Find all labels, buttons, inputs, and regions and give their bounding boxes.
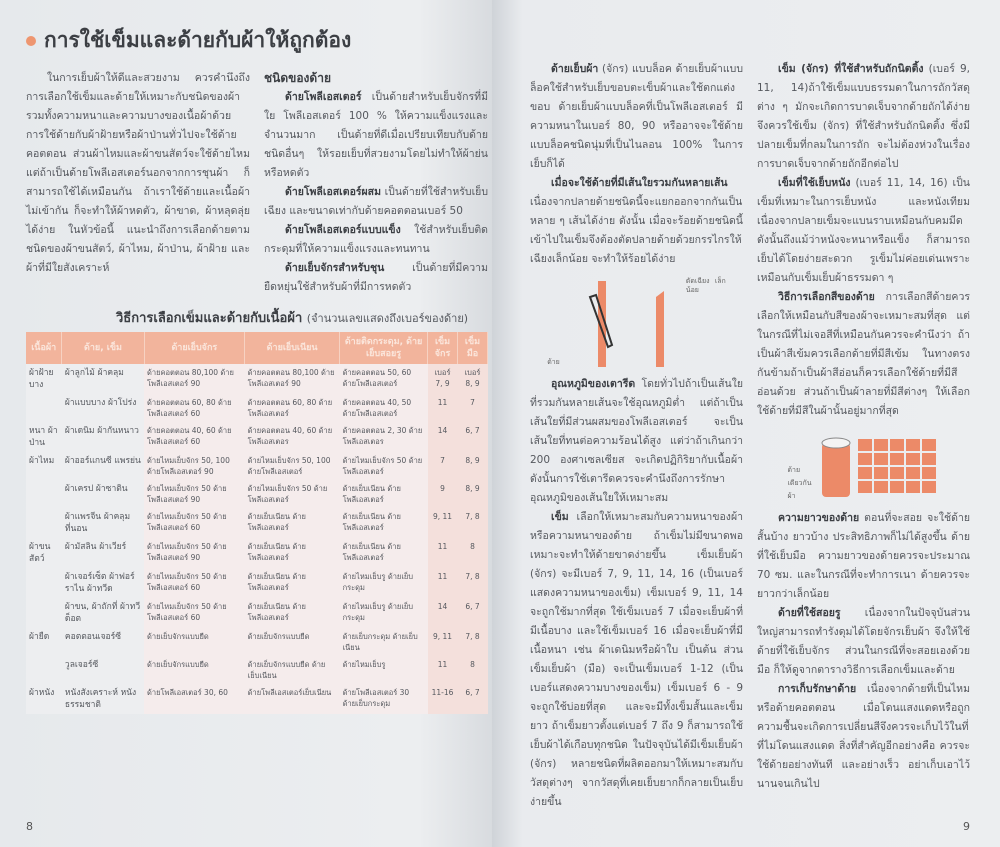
table-header-cell: เข็มมือ	[458, 332, 488, 364]
fig1-label-thread: ด้าย	[547, 358, 560, 366]
table-cell-mneedle: 14	[428, 422, 458, 452]
paragraph-text: (เบอร์ 9, 11, 14)ถ้าใช้เข็มแบบธรรมดาในการถักวัสดุต่าง ๆ มักจะเกิดการบาดเจ็บจากด้ายถักได้ง่าย จึงควรใช้เข็ม (จักร) ที่ใช้สำหรับถักนิตติ้ง ซึ่งมีปลายเข็มที่กลมในการถัก จะไม่ต้องห่วงในเรื่องการบาดเจ็บจากด้ายถักอีกต่อไป	[757, 63, 970, 170]
paragraph-heading: ด้ายเย็บผ้า	[551, 63, 599, 75]
table-cell-machine: ด้ายเย็บจักรแบบยืด	[144, 628, 245, 656]
table-cell-button: ด้ายคอตตอน 2, 30 ด้ายโพลีเอสเตอร	[340, 422, 428, 452]
table-cell-group	[26, 656, 62, 684]
paragraph	[757, 174, 970, 288]
fabric-check	[890, 439, 904, 451]
thread-types-column	[264, 69, 488, 297]
page-number: 8	[26, 820, 33, 833]
table-cell-fabric: ผ้าแบบบาง ผ้าโปร่ง	[62, 394, 144, 422]
table-cell-group	[26, 568, 62, 598]
table-cell-button: ด้ายไหมเย็บรู ด้ายเย็บกระดุม	[340, 598, 428, 628]
paragraph-text: เป็นด้ายสำหรับเย็บจักรที่มีใย โพลีเอสเตอร์ 100 % ให้ความแข็งแรงและจำนวนมาก เป็นด้ายที่ดีเมื่อเปรียบเทียบกับด้ายชนิดอื่นๆ ให้รอยเย็บที่สวยงามโดยไม่ทำให้ผ้าย่นหรือหดตัว	[264, 91, 488, 179]
table-cell-machine: ด้ายเย็บจักรแบบยืด	[144, 656, 245, 684]
table-cell-machine: ด้ายคอตตอน 60, 80 ด้ายโพลีเอสเตอร์ 60	[144, 394, 245, 422]
fabric-check	[922, 481, 936, 493]
right-column-2	[757, 60, 970, 794]
table-cell-button: ด้ายไหมเย็บจักร 50 ด้ายโพลีเอสเตอร์	[340, 452, 428, 480]
paragraph	[530, 375, 743, 508]
table-row	[26, 394, 488, 422]
paragraph-text: เป็นด้ายที่ใช้สำหรับเย็บเฉียง และขนาดเท่ากับด้ายคอตตอนเบอร์ 50	[264, 186, 488, 217]
table-cell-basting: ด้ายเย็บจักรแบบยืด	[245, 628, 340, 656]
paragraph-heading: วิธีการเลือกสีของด้าย	[778, 291, 875, 303]
table-cell-hneedle: 7	[458, 394, 488, 422]
table-header-row	[26, 332, 488, 364]
bullet-dot-icon	[26, 36, 36, 46]
paragraph	[757, 604, 970, 680]
fabric-check	[858, 481, 872, 493]
paragraph-heading: ด้ายโพลีเอสเตอร์ผสม	[285, 186, 382, 198]
fabric-check	[906, 453, 920, 465]
table-title	[116, 307, 488, 328]
table-row	[26, 538, 488, 568]
paragraph-heading: ด้ายที่ใช้สอยรู	[778, 607, 841, 619]
paragraph	[530, 508, 743, 812]
table-cell-machine: ด้ายไหมเย็บจักร 50 ด้ายโพลีเอสเตอร์ 60	[144, 598, 245, 628]
right-column-2-top	[757, 60, 970, 421]
fabric-swatch	[858, 439, 936, 493]
right-column-1-bottom	[530, 375, 743, 812]
paragraph	[757, 288, 970, 421]
table-cell-machine: ด้ายไหมเย็บจักร 50 ด้ายโพลีเอสเตอร์ 90	[144, 538, 245, 568]
table-cell-basting: ด้ายคอตตอน 40, 60 ด้ายโพลีเอสเตอร	[245, 422, 340, 452]
table-cell-basting: ด้ายไหมเย็บจักร 50, 100 ด้ายโพลีเอสเตอร์	[245, 452, 340, 480]
paragraph-heading: ด้ายเย็บจักรสำหรับชุน	[285, 262, 385, 274]
table-cell-hneedle: 6, 7	[458, 598, 488, 628]
table-cell-group	[26, 394, 62, 422]
paragraph-text: ตอนที่จะสอย จะใช้ด้ายสั้นบ้าง ยาวบ้าง ประสิทธิภาพก็ไม่ได้สูงขึ้น ด้ายที่ใช้เย็บมือ ความยาวของด้ายควรจะประมาณ 70 ซม. และในกรณีที่จะทำการเนา ด้ายควรจะยาวกว่าเล็กน้อย	[757, 512, 970, 600]
table-cell-mneedle: เบอร์ 7, 9	[428, 364, 458, 394]
fig2-labels	[788, 466, 812, 501]
right-column-1	[530, 60, 743, 812]
paragraph-heading: ความยาวของด้าย	[778, 512, 860, 524]
paragraph	[264, 259, 488, 297]
fig1-labels-right	[686, 277, 726, 295]
spool-top	[822, 438, 850, 448]
table-row	[26, 656, 488, 684]
table-cell-group	[26, 598, 62, 628]
table-cell-fabric: ผ้าออร์แกนซี แพรย่น	[62, 452, 144, 480]
paragraph-text: เนื่องจากด้ายที่เป็นไหม หรือด้ายคอตตอน เมื่อโดนแสงแดดหรือถูกความชื้นจะเกิดการเปลี่ยนสีจึงควรจะเก็บไว้ในที่ที่ไม่โดนแสงแดด สิ่งที่สำคัญอีกอย่างคือ ควรจะใช้ด้ายอย่างทันที และอย่างเร็ว อย่าเก็บเอาไว้นานจนเกินไป	[757, 683, 970, 790]
table-header-cell: เนื้อผ้า	[26, 332, 62, 364]
table-cell-basting: ด้ายเย็บเนียน ด้ายโพลีเอสเตอร์	[245, 538, 340, 568]
paragraph-heading: เข็ม (จักร) ที่ใช้สำหรับถักนิตติ้ง	[778, 63, 924, 75]
fabric-check	[922, 453, 936, 465]
table-row	[26, 480, 488, 508]
thread-fabric-figure	[757, 429, 970, 501]
table-cell-hneedle: 6, 7	[458, 684, 488, 714]
paragraph-heading: เข็มที่ใช้เย็บหนัง	[778, 177, 851, 189]
intro-column	[26, 69, 250, 278]
table-cell-fabric: ผ้าเจอร์เซ็ต ผ้าฟอร์ราไน ผ้าทวีด	[62, 568, 144, 598]
table-header-cell: ด้าย, เข็ม	[62, 332, 144, 364]
table-cell-hneedle: 7, 8	[458, 628, 488, 656]
table-cell-group: หนา ผ้าป่าน	[26, 422, 62, 452]
table-cell-fabric: ผ้าลูกไม้ ผ้าคลุม	[62, 364, 144, 394]
thread-fabric-illustration	[820, 429, 940, 501]
table-cell-button: ด้ายโพลีเอสเตอร์ 30 ด้ายเย็บกระดุม	[340, 684, 428, 714]
paragraph-text: (จักร) แบบล็อค ด้ายเย็บผ้าแบบล็อคใช้สำหรับเย็บขอบตะเข็บผ้าและใช้ตกแต่งขอบ ด้ายเย็บผ้าแบบล็อคที่เป็นโพลีเอสเตอร์ มีความหนาในเบอร์ 80, 90 หรืออาจจะใช้ด้ายแบบล็อคชนิดนุ่มที่เป็นไนลอน 100% ในการเย็บก็ได้	[530, 63, 743, 170]
table-cell-group	[26, 508, 62, 538]
table-cell-basting: ด้ายเย็บเนียน ด้ายโพลีเอสเตอร์	[245, 568, 340, 598]
table-note: (จำนวนเลขแสดงถึงเบอร์ของด้าย)	[306, 312, 469, 325]
needle-thread-table	[26, 332, 488, 714]
table-cell-fabric: หนังสังเคราะห์ หนังธรรมชาติ	[62, 684, 144, 714]
paragraph-heading: เมื่อจะใช้ด้ายที่มีเส้นใยรวมกันหลายเส้น	[551, 177, 728, 189]
fabric-check	[874, 439, 888, 451]
table-cell-basting: ด้ายคอตตอน 60, 80 ด้ายโพลีเอสเตอร์	[245, 394, 340, 422]
table-row	[26, 628, 488, 656]
cut-thread-end	[656, 291, 664, 367]
table-cell-button: ด้ายเย็บเนียน ด้ายโพลีเอสเตอร์	[340, 538, 428, 568]
table-cell-button: ด้ายเย็บกระดุม ด้ายเย็บเนียน	[340, 628, 428, 656]
table-cell-fabric: ผ้าเครป ผ้าซาติน	[62, 480, 144, 508]
paragraph-heading: การเก็บรักษาด้าย	[778, 683, 857, 695]
table-cell-group	[26, 480, 62, 508]
thread-cut-illustration	[568, 277, 678, 367]
fig1-label-cut: ตัดเฉียง เล็กน้อย	[685, 277, 726, 294]
title-text: การใช้เข็มและด้ายกับผ้าให้ถูกต้อง	[44, 28, 352, 52]
table-header-cell: ด้ายเย็บเนียน	[245, 332, 340, 364]
table-cell-mneedle: 11	[428, 394, 458, 422]
table-cell-hneedle: 8	[458, 656, 488, 684]
paragraph-heading: อุณหภูมิของเตารีด	[551, 378, 636, 390]
fabric-check	[858, 439, 872, 451]
fabric-check	[906, 467, 920, 479]
table-cell-mneedle: 7	[428, 452, 458, 480]
table-cell-basting: ด้ายโพลีเอสเตอร์เย็บเนียน	[245, 684, 340, 714]
paragraph	[264, 221, 488, 259]
page-number: 9	[963, 820, 970, 833]
table-cell-fabric: คอตตอนเจอร์ซี	[62, 628, 144, 656]
paragraph	[530, 174, 743, 269]
table-cell-machine: ด้ายโพลีเอสเตอร์ 30, 60	[144, 684, 245, 714]
table-cell-fabric: ผ้ามัสลิน ผ้าเวียร์	[62, 538, 144, 568]
table-cell-fabric: ผ้าแพรจีน ผ้าคลุมที่นอน	[62, 508, 144, 538]
table-cell-mneedle: 11	[428, 538, 458, 568]
table-cell-machine: ด้ายไหมเย็บจักร 50 ด้ายโพลีเอสเตอร์ 90	[144, 480, 245, 508]
fig1-labels-left	[547, 358, 560, 367]
paragraph-text: เนื่องจากในปัจจุบันส่วนใหญ่สามารถทำรังดุมได้โดยจักรเย็บผ้า จึงให้ใช้ด้ายที่ใช้เย็บจักร ส่วนในกรณีที่จะสอยเองด้วยมือ ก็ให้ดูจากตารางวิธีการเลือกเข็มและด้าย	[757, 607, 970, 676]
right-column-2-bottom	[757, 509, 970, 794]
table-header-cell: ด้ายเย็บจักร	[144, 332, 245, 364]
table-cell-hneedle: 7, 8	[458, 568, 488, 598]
table-cell-button: ด้ายไหมเย็บรู	[340, 656, 428, 684]
fabric-check	[922, 467, 936, 479]
right-text-columns	[530, 60, 970, 812]
fabric-check	[874, 453, 888, 465]
table-header-cell: เข็มจักร	[428, 332, 458, 364]
fabric-check	[890, 453, 904, 465]
table-cell-basting: ด้ายคอตตอน 80,100 ด้ายโพลีเอสเตอร์ 90	[245, 364, 340, 394]
table-cell-button: ด้ายคอตตอน 50, 60 ด้ายโพลีเอสเตอร์	[340, 364, 428, 394]
paragraph-text: เป็นด้ายที่มีความยืดหยุ่นใช้สำหรับผ้าที่มีการหดตัว	[264, 262, 488, 293]
fig2-label-thread: ด้าย	[787, 466, 801, 474]
table-cell-button: ด้ายเย็บเนียน ด้ายโพลีเอสเตอร์	[340, 508, 428, 538]
paragraph-text: เนื่องจากปลายด้ายชนิดนี้จะแยกออกจากกันเป็นหลาย ๆ เส้นได้ง่าย ดังนั้น เมื่อจะร้อยด้ายชนิดนี้เข้าไปในเข็มจึงต้องตัดปลายด้ายด้วยกรรไกรให้เฉียงเล็กน้อย จะทำให้ร้อยได้ง่าย	[530, 196, 743, 265]
table-cell-machine: ด้ายคอตตอน 80,100 ด้ายโพลีเอสเตอร์ 90	[144, 364, 245, 394]
table-title-text: วิธีการเลือกเข็มและด้ายกับเนื้อผ้า	[116, 311, 303, 326]
table-cell-basting: ด้ายเย็บเนียน ด้ายโพลีเอสเตอร์	[245, 598, 340, 628]
paragraph-text: เลือกให้เหมาะสมกับความหนาของผ้าหรือความหนาของด้าย ถ้าเข็มไม่มีขนาดพอเหมาะจะทำให้ด้ายขาดง่ายขึ้น เข็มเย็บผ้า (จักร) จะมีเบอร์ 7, 9, 11, 14, 16 (เป็นเบอร์แสดงความหนาของเข็ม) เข็มเบอร์ 9, 11, 14 จะถูกใช้มากที่สุด ใช้เข็มเบอร์ 7 เมื่อจะเย็บผ้าที่มีเนื้อบาง และใช้เข็มเบอร์ 16 เมื่อจะเย็บผ้าที่มีเนื้อหนา เช่น ผ้าเดนิมหรือผ้าใบ เป็นต้น ส่วนเข็มเย็บผ้า (มือ) จะเป็นเข็มเบอร์ 1-12 (เป็นเบอร์แสดงความบางของเข็ม) เข็มเบอร์ 6 - 9 จะถูกใช้บ่อยที่สุด และจะมีทั้งเข็มสั้นและเข็มยาว ถ้าเข็มยาวตั้งแต่เบอร์ 7 ถึง 9 ก็สามารถใช้เย็บผ้าได้เกือบทุกชนิด ในปัจจุบันได้มีเข็มเย็บผ้า (จักร) หลายชนิดที่ผลิตออกมาให้เหมาะสมกับวัสดุต่างๆ จากวัสดุที่เคยเย็บยากก็กลายเป็นเย็บง่ายขึ้น	[530, 511, 743, 808]
paragraph	[757, 509, 970, 604]
fabric-check	[874, 467, 888, 479]
fig2-label-fabric: ผ้า	[787, 492, 796, 500]
table-cell-mneedle: 14	[428, 598, 458, 628]
paragraph	[757, 680, 970, 794]
paragraph-text: (เบอร์ 11, 14, 16) เป็นเข็มที่เหมาะในการเย็บหนัง และหนังเทียม เนื่องจากปลายเข็มจะแบนราบเหมือนกับคมมีด ดังนั้นถึงแม้ว่าหนังจะหนาหรือแข็ง ก็สามารถเย็บได้โดยง่ายสะดวก รูเข็มไม่ค่อยเด่นเพราะเหมือนกับเข็มเย็บผ้าธรรมดา ๆ	[757, 177, 970, 284]
table-cell-mneedle: 9	[428, 480, 458, 508]
table-cell-machine: ด้ายไหมเย็บจักร 50, 100 ด้ายโพลีเอสเตอร์ 90	[144, 452, 245, 480]
thread-heading: ชนิดของด้าย	[264, 71, 331, 85]
fabric-check	[906, 439, 920, 451]
table-cell-group: ผ้าหนัง	[26, 684, 62, 714]
table-cell-basting: ด้ายไหมเย็บจักร 50 ด้ายโพลีเอสเตอร์	[245, 480, 340, 508]
table-cell-hneedle: เบอร์ 8, 9	[458, 364, 488, 394]
table-cell-fabric: ผ้าขน, ผ้าถักที่ ผ้าทวีด็อต	[62, 598, 144, 628]
paragraph-text: โดยทั่วไปถ้าเป็นเส้นใยที่รวมกันหลายเส้นจะใช้อุณหภูมิต่ำ แต่ถ้าเป็นเส้นใยที่มีส่วนผสมของโพลีเอสเตอร์ จะเป็นเส้นใยที่ทนต่อความร้อนได้สูง แต่ว่าถ้าเกินกว่า 200 องศาเซลเซียส จะเกิดปฏิกิริยากับเนื้อผ้า ดังนั้นการใช้เตารีดควรจะคำนึงถึงการรักษาอุณหภูมิของเส้นใยให้เหมาะสม	[530, 378, 743, 504]
paragraph	[757, 60, 970, 174]
paragraph-heading: ด้ายโพลีเอสเตอร์	[285, 91, 362, 103]
table-cell-group: ผ้าไหม	[26, 452, 62, 480]
paragraph	[264, 88, 488, 183]
fabric-check	[858, 467, 872, 479]
table-cell-machine: ด้ายไหมเย็บจักร 50 ด้ายโพลีเอสเตอร์ 60	[144, 568, 245, 598]
right-column-1-top	[530, 60, 743, 269]
table-cell-mneedle: 9, 11	[428, 508, 458, 538]
table-cell-hneedle: 8, 9	[458, 480, 488, 508]
table-cell-hneedle: 8, 9	[458, 452, 488, 480]
table-cell-fabric: ผ้าเดนิม ผ้ากันหนาว	[62, 422, 144, 452]
table-row	[26, 422, 488, 452]
fabric-check	[890, 467, 904, 479]
table-cell-button: ด้ายคอตตอน 40, 50 ด้ายโพลีเอสเตอร์	[340, 394, 428, 422]
fabric-check	[874, 481, 888, 493]
left-text-columns	[26, 69, 488, 297]
table-cell-button: ด้ายไหมเย็บรู ด้ายเย็บกระดุม	[340, 568, 428, 598]
paragraph	[264, 183, 488, 221]
table-cell-group: ผ้าขนสัตว์	[26, 538, 62, 568]
table-cell-machine: ด้ายไหมเย็บจักร 50 ด้ายโพลีเอสเตอร์ 60	[144, 508, 245, 538]
fabric-check	[922, 439, 936, 451]
table-row	[26, 684, 488, 714]
table-row	[26, 508, 488, 538]
table-cell-hneedle: 6, 7	[458, 422, 488, 452]
table-cell-mneedle: 11	[428, 656, 458, 684]
page-title	[26, 24, 488, 57]
table-row	[26, 364, 488, 394]
table-row	[26, 568, 488, 598]
table-cell-basting: ด้ายเย็บเนียน ด้ายโพลีเอสเตอร์	[245, 508, 340, 538]
table-row	[26, 452, 488, 480]
paragraph-text: ใช้สำหรับเย็บติดกระดุมที่ให้ความแข็งแรงและทนทาน	[264, 224, 488, 255]
paragraph-heading: เข็ม	[551, 511, 569, 523]
fabric-check	[906, 481, 920, 493]
table-row	[26, 598, 488, 628]
intro-paragraph: ในการเย็บผ้าให้ดีและสวยงาม ควรคำนึงถึงการเลือกใช้เข็มและด้ายให้เหมาะกับชนิดของผ้า รวมทั้งความหนาและความบางของเนื้อผ้าด้วย การใช้ด้ายกับผ้าฝ้ายหรือผ้าป่านทั่วไปจะใช้ด้ายคอตตอน ส่วนผ้าไหมและผ้าขนสัตว์จะใช้ด้ายไหม แต่ถ้าเป็นด้ายโพลีเอสเตอร์นอกจากการชุนผ้า ก็สามารถใช้ได้เหมือนกัน ถ้าเราใช้ด้ายและเนื้อผ้าไม่เข้ากัน ก็จะทำให้ผ้าหดตัว, ผ้าขาด, ผ้าหลุดลุ่ยได้ง่าย ในหัวข้อนี้ แนะนำถึงการเลือกด้ายตามชนิดของผ้าขนสัตว์, ผ้าไหม, ผ้าป่าน, ผ้าฝ้าย และผ้าที่มีใยสังเคราะห์	[26, 72, 250, 274]
fabric-check	[890, 481, 904, 493]
table-cell-mneedle: 9, 11	[428, 628, 458, 656]
table-header-cell: ด้ายติดกระดุม, ด้ายเย็บสอยรู	[340, 332, 428, 364]
table-cell-hneedle: 8	[458, 538, 488, 568]
table-cell-group: ผ้ายืด	[26, 628, 62, 656]
left-page	[0, 0, 492, 847]
paragraph-text: การเลือกสีด้ายควรเลือกให้เหมือนกับสีของผ้าจะเหมาะสมที่สุด แต่ในกรณีที่ไม่เจอสีที่เหมือนกันควรจะคำนึงว่า ถ้าเป็นผ้าสีเข้มควรเลือกด้ายที่มีสีเข้ม ในทางตรงกันข้ามถ้าเป็นผ้าสีอ่อนก็ควรเลือกใช้ด้ายที่มีสีอ่อนด้วย ส่วนถ้าเป็นผ้าลายที่มีสีต่างๆ ให้เลือกใช้ด้ายที่มีสีในผ้านั้นอยู่มากที่สุด	[757, 291, 970, 417]
paragraph	[530, 60, 743, 174]
thread-spool	[822, 443, 850, 497]
table-cell-machine: ด้ายคอตตอน 40, 60 ด้ายโพลีเอสเตอร์ 60	[144, 422, 245, 452]
table-cell-hneedle: 7, 8	[458, 508, 488, 538]
fabric-check	[858, 453, 872, 465]
fig2-label-same: เดียวกัน	[787, 479, 812, 487]
table-cell-mneedle: 11-16	[428, 684, 458, 714]
table-cell-fabric: วูลเจอร์ซี	[62, 656, 144, 684]
table-cell-basting: ด้ายเย็บจักรแบบยืด ด้ายเย็บเนียน	[245, 656, 340, 684]
table-cell-group: ผ้าฝ้ายบาง	[26, 364, 62, 394]
paragraph-heading: ด้ายโพลีเอสเตอร์แบบแข็ง	[285, 224, 401, 236]
right-page	[492, 0, 1000, 847]
table-cell-button: ด้ายเย็บเนียน ด้ายโพลีเอสเตอร์	[340, 480, 428, 508]
thread-cut-figure	[530, 277, 743, 367]
table-cell-mneedle: 11	[428, 568, 458, 598]
